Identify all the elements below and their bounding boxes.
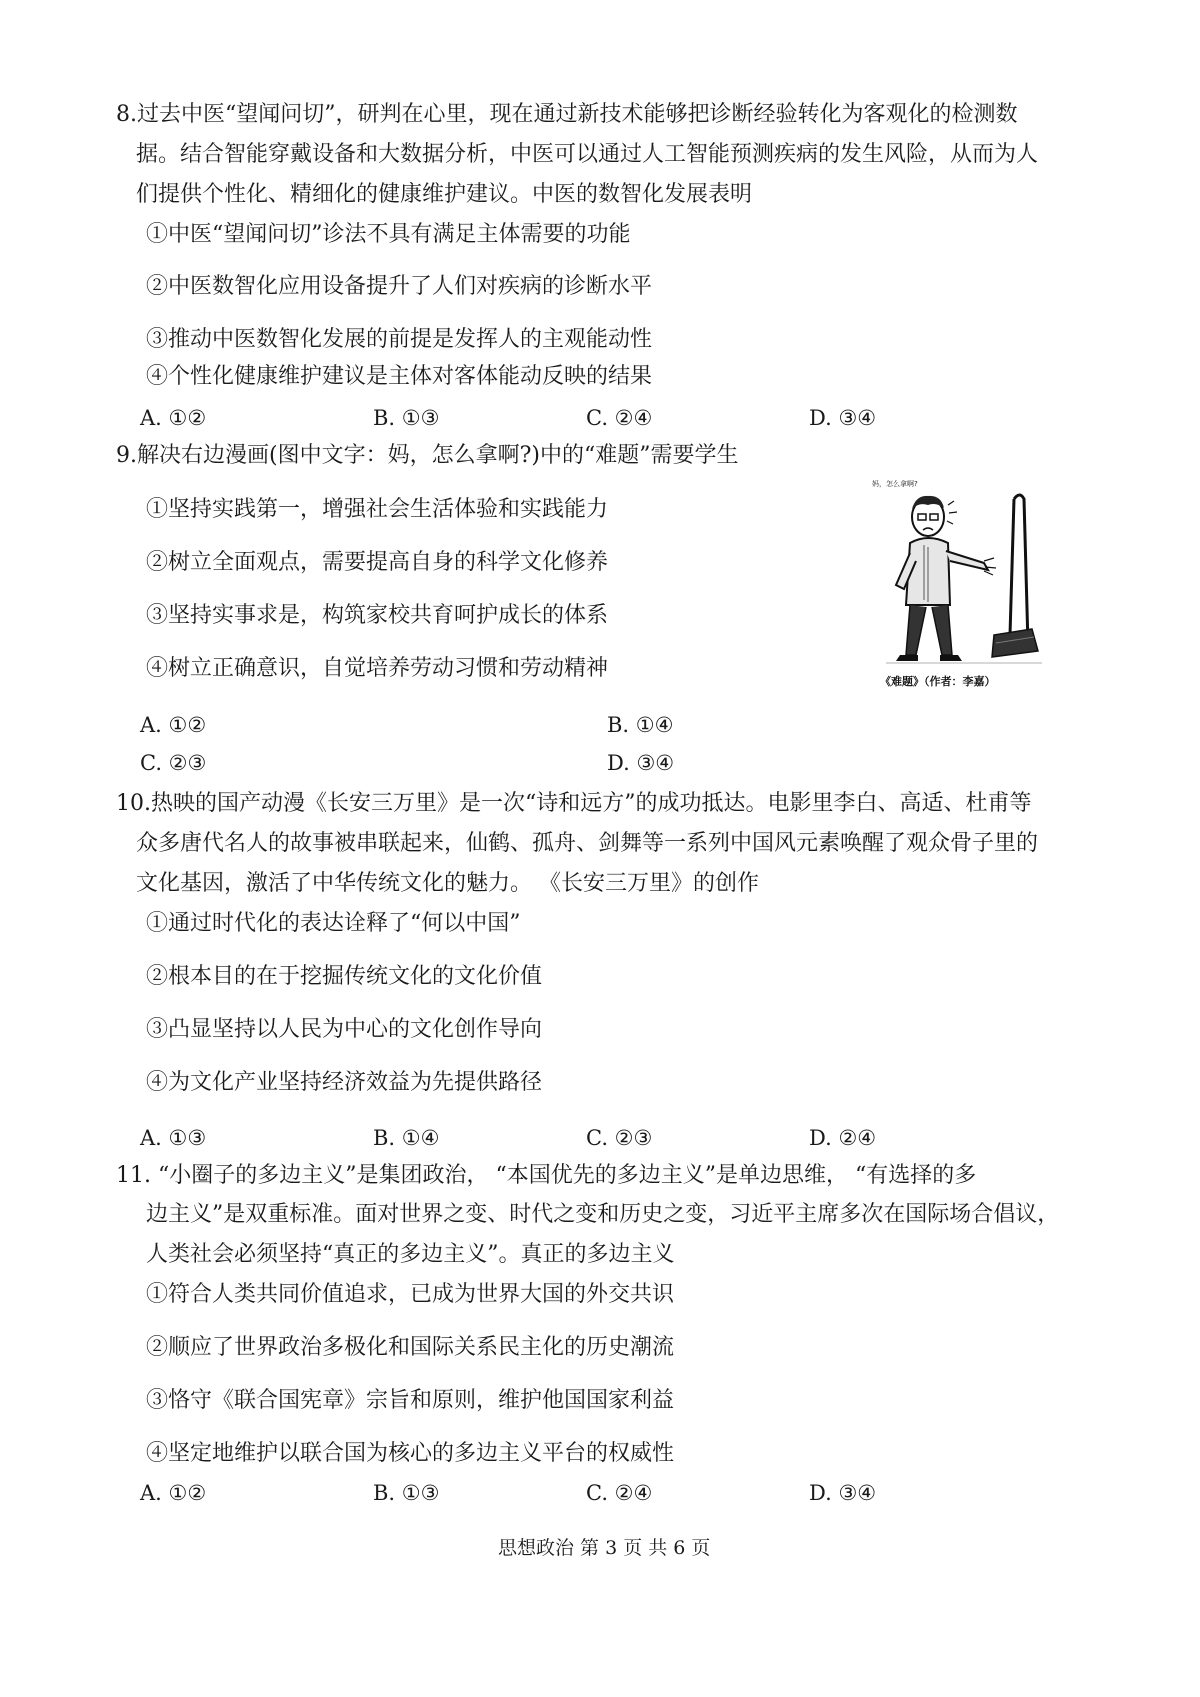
q11-item-3: ③恪守《联合国宪章》宗旨和原则，维护他国国家利益: [146, 1388, 675, 1413]
q9-item-2: ②树立全面观点，需要提高自身的科学文化修养: [146, 550, 609, 575]
q9-option-c: C. ②③: [140, 751, 207, 775]
q9-item-3: ③坚持实事求是，构筑家校共育呵护成长的体系: [146, 603, 609, 628]
q11-stem-line-1: 11. “小圈子的多边主义”是集团政治， “本国优先的多边主义”是单边思维， “有选择的多: [116, 1163, 977, 1188]
q11-stem-line-3: 人类社会必须坚持“真正的多边主义”。真正的多边主义: [146, 1242, 675, 1267]
q11-stem-line-2: 边主义”是双重标准。面对世界之变、时代之变和历史之变，习近平主席多次在国际场合倡议，: [146, 1202, 1060, 1227]
q11-item-1: ①符合人类共同价值追求，已成为世界大国的外交共识: [146, 1282, 675, 1307]
q11-option-c: C. ②④: [586, 1481, 653, 1505]
q10-item-2: ②根本目的在于挖掘传统文化的文化价值: [146, 964, 543, 989]
q8-item-1: ①中医“望闻问切”诊法不具有满足主体需要的功能: [146, 222, 631, 247]
q9-option-a: A. ①②: [140, 713, 207, 737]
q8-item-4: ④个性化健康维护建议是主体对客体能动反映的结果: [146, 364, 653, 389]
q10-option-c: C. ②③: [586, 1126, 653, 1150]
q8-option-a: A. ①②: [140, 406, 207, 430]
q10-option-d: D. ②④: [809, 1126, 877, 1150]
q11-option-b: B. ①③: [373, 1481, 440, 1505]
q10-stem-line-2: 众多唐代名人的故事被串联起来，仙鹤、孤舟、剑舞等一系列中国风元素唤醒了观众骨子里的: [136, 831, 1039, 856]
q11-option-a: A. ①②: [140, 1481, 207, 1505]
q9-item-1: ①坚持实践第一，增强社会生活体验和实践能力: [146, 497, 609, 522]
q8-option-b: B. ①③: [373, 406, 440, 430]
page-footer: 思想政治 第 3 页 共 6 页: [498, 1537, 711, 1559]
q8-stem-line-1: 8.过去中医“望闻问切”，研判在心里，现在通过新技术能够把诊断经验转化为客观化的检测数: [116, 102, 1018, 127]
q9-stem: 9.解决右边漫画(图中文字：妈，怎么拿啊?)中的“难题”需要学生: [116, 443, 739, 468]
q10-option-b: B. ①④: [373, 1126, 440, 1150]
q10-option-a: A. ①③: [140, 1126, 207, 1150]
q9-option-b: B. ①④: [607, 713, 674, 737]
cartoon-caption: 《难题》（作者：李嘉）: [880, 675, 996, 688]
cartoon-illustration: [866, 475, 1044, 690]
q8-option-c: C. ②④: [586, 406, 653, 430]
q8-stem-line-3: 们提供个性化、精细化的健康维护建议。中医的数智化发展表明: [136, 182, 753, 207]
q9-option-d: D. ③④: [607, 751, 675, 775]
q10-stem-line-3: 文化基因，激活了中华传统文化的魅力。 《长安三万里》的创作: [136, 871, 759, 896]
q10-item-1: ①通过时代化的表达诠释了“何以中国”: [146, 911, 521, 936]
q8-option-d: D. ③④: [809, 406, 877, 430]
q10-stem-line-1: 10.热映的国产动漫《长安三万里》是一次“诗和远方”的成功抵达。电影里李白、高适、杜甫等: [116, 791, 1032, 816]
q9-item-4: ④树立正确意识，自觉培养劳动习惯和劳动精神: [146, 656, 609, 681]
q8-item-2: ②中医数智化应用设备提升了人们对疾病的诊断水平: [146, 274, 653, 299]
q10-item-4: ④为文化产业坚持经济效益为先提供路径: [146, 1070, 543, 1095]
q8-item-3: ③推动中医数智化发展的前提是发挥人的主观能动性: [146, 327, 653, 352]
q11-item-4: ④坚定地维护以联合国为核心的多边主义平台的权威性: [146, 1441, 675, 1466]
q10-item-3: ③凸显坚持以人民为中心的文化创作导向: [146, 1017, 543, 1042]
cartoon-speech: 妈，怎么拿啊?: [872, 480, 918, 488]
q8-stem-line-2: 据。结合智能穿戴设备和大数据分析，中医可以通过人工智能预测疾病的发生风险，从而为人: [136, 142, 1039, 167]
q11-item-2: ②顺应了世界政治多极化和国际关系民主化的历史潮流: [146, 1335, 675, 1360]
q11-option-d: D. ③④: [809, 1481, 877, 1505]
